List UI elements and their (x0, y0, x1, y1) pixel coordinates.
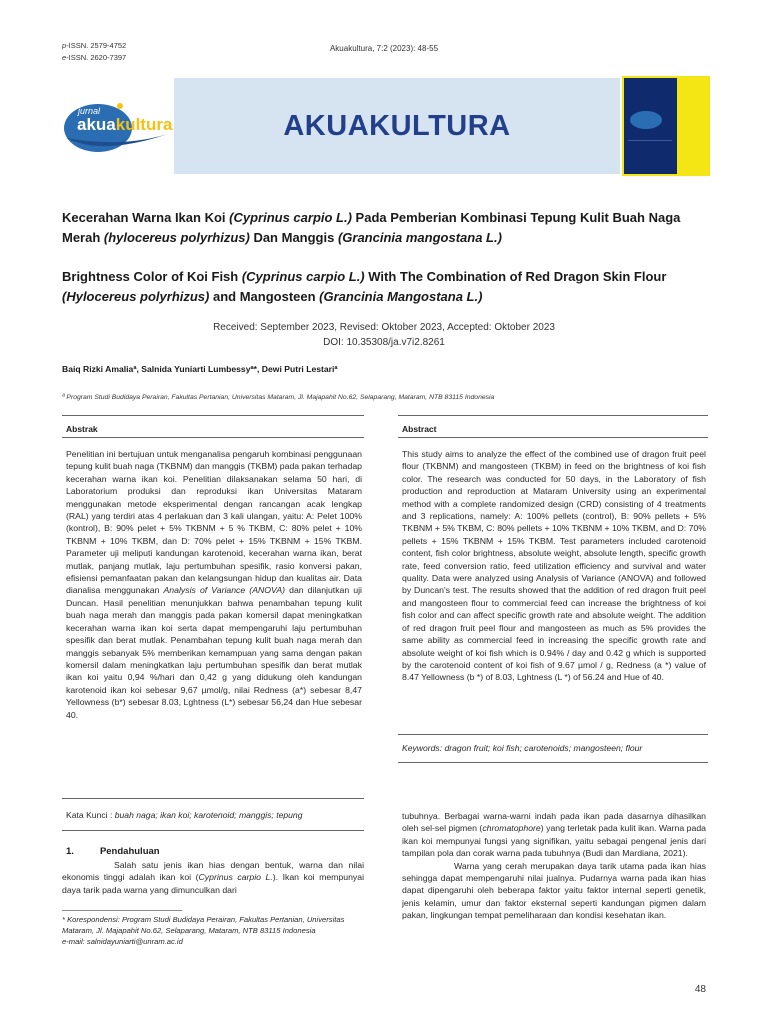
title-en-species: (Cyprinus carpio L.) (241, 269, 365, 284)
kata-kunci-label: Kata Kunci : (66, 810, 115, 820)
keywords (402, 742, 706, 754)
electronic-issn (62, 52, 126, 64)
title-id-part1: Kecerahan Warna Ikan Koi (62, 210, 230, 225)
right-body-text (402, 810, 706, 922)
abstract-label-rule (398, 437, 708, 438)
cover-panel (624, 78, 677, 174)
footnote-rule (62, 910, 182, 911)
title-en-species3: (Grancinia Mangostana L.) (319, 289, 483, 304)
received-dates: Received: September 2023, Revised: Oktober 2023, Accepted: Oktober 2023 (213, 322, 555, 333)
title-en-part3: With The Combination of Red Dragon Skin Flour (364, 269, 667, 284)
footnote-email[interactable]: e-mail: salnidayuniarti@unram.ac.id (62, 937, 183, 946)
article-dates (0, 320, 768, 350)
section-number: 1. (66, 846, 74, 857)
author-list: Baiq Rizki Amaliaª, Salnida Yuniarti Lumbessyª*, Dewi Putri Lestariª (62, 364, 338, 374)
abstract-top-rule (398, 415, 708, 416)
electronic-issn-label: e- (62, 53, 69, 62)
logo-small-text: jurnal (78, 106, 101, 116)
journal-banner (62, 76, 710, 176)
intro-text-species: Cyprinus carpio L. (198, 872, 273, 883)
title-indonesian (62, 208, 710, 248)
page-number: 48 (694, 984, 706, 995)
right-body-part1: tubuhnya. Berbagai warna-warni indah pada ikan pada dasarnya dihasilkan oleh sel-sel pigmen ( (402, 811, 706, 834)
title-id-species: (Cyprinus carpio L.) (229, 210, 352, 225)
journal-logo (62, 100, 174, 160)
right-body-part3: ) yang terletak pada kulit ikan. Warna pada ikan koi mempunyai fungsi yang signifikan, yaitu sebagai pengenal jenis dari tampilan pola dan corak warna pada tubuhnya (Budi dan Mardiana, 2021). (402, 823, 706, 859)
title-id-part3: Pada Pemberian Kombinasi Tepung Kulit Buah Naga Merah (62, 210, 681, 245)
keywords-text: Keywords: dragon fruit; koi fish; carotenoids; mangosteen; flour (402, 743, 643, 753)
title-en-species2: (Hylocereus polyrhizus) (62, 289, 210, 304)
abstrak-text-part1: Penelitian ini bertujuan untuk menganalisa pengaruh kombinasi penggunaan tepung kulit buah naga (TKBNM) dan manggis (TKBM) pada pakan terhadap kecerahan warna ikan koi. Penelitian dilaksanakan selama 50 hari, di Laboratorium produksi dan reproduksi ikan Universitas Mataram menggunakan metode eksperimental dengan rancangan acak lengkap (RAL) yang terdiri atas 4 perlakuan dan 3 kali ulangan, yaitu: A: Pelet 100% (kontrol), B: 90% pelet + 5% TKBNM + 5 % TKBM, C: 80% pelet + 10% TKBNM + 10% TKBM, dan D: 70% pelet + 15% TKBNM + 15% TKBM. Parameter uji meliputi kandungan karotenoid, kecerahan warna ikan, berat mutlak, panjang mutlak, laju pertumbuhan spesifik, rasio konversi pakan, efisiensi pemanfaatan pakan dan kelangsungan hidup dan kualitas air. Data dianalisa menggunakan (66, 449, 362, 596)
intro-text-part3: ). Ikan koi mempunyai daya tarik pada warna yang dimunculkan dari (62, 872, 365, 895)
intro-text-part1: Salah satu jenis ikan hias dengan bentuk, warna dan nilai ekonomis tinggi adalah ikan koi ( (62, 860, 364, 883)
keywords-rule (398, 762, 708, 763)
abstract-bottom-rule (398, 734, 708, 735)
cover-graphic-icon (624, 78, 677, 174)
abstrak-top-rule (62, 415, 364, 416)
print-issn-label: p- (62, 41, 69, 50)
banner-title: AKUAKULTURA (283, 110, 511, 142)
title-id-species2: (hylocereus polyrhizus) (103, 230, 250, 245)
section-heading-intro (66, 846, 160, 857)
title-en-part5: and Mangosteen (209, 289, 320, 304)
print-issn-value: ISSN. 2579-4752 (68, 41, 127, 50)
section-title: Pendahuluan (99, 846, 160, 857)
intro-paragraph (62, 859, 364, 896)
right-body-paragraph2 (402, 860, 706, 922)
title-english (62, 267, 710, 307)
footnote-text: * Korespondensi: Program Studi Budidaya Perairan, Fakultas Pertanian, Universitas Mataram, Jl. Majapahit No.62, Selaparang, Mataram, NTB 83115 Indonesia (62, 915, 345, 935)
title-id-species3: (Grancinia mangostana L.) (337, 230, 502, 245)
title-en-part1: Brightness Color of Koi Fish (62, 269, 242, 284)
abstrak-text-part3: dan dilanjutkan uji Duncan. Hasil penelitian menunjukkan bahwa penambahan tepung kulit buah naga merah dan manggis pada pakan komersil dapat meningkatkan kecerahan warna ikan koi serta dapat mempengaruhi laju pertumbuhan spesifik dan berat mutlak. Penambahan tepung kulit buah naga merah dan manggis sebanyak 5% memberikan kemampuan yang sama dengan pakan komersil dalam meningkatkan laju pertumbuhan spesifik dan berat mutlak ikan koi yaitu 0,94 %/hari dan 0,42 g yang didukung oleh kandungan karotenoid ikan koi sebesar 9,67 µmol/g, nilai Redness (a*) sebesar 8,47 Yellowness (b*) sebesar 8.03, Lghtness (L*) sebesar 56,24 dan Hue sebesar 40. (66, 585, 362, 720)
corresponding-footnote (62, 914, 362, 947)
doi-link[interactable]: DOI: 10.35308/ja.v7i2.8261 (323, 337, 445, 348)
abstrak-bottom-rule (62, 798, 364, 799)
kata-kunci-rule (62, 830, 364, 831)
right-body-chromatophore: chromatophore (482, 823, 541, 834)
abstrak-text (66, 448, 362, 721)
logo-part1: akua (77, 115, 116, 134)
journal-reference: Akuakultura, 7:2 (2023): 48-55 (329, 44, 439, 53)
kata-kunci (66, 809, 362, 821)
affiliation: ª Program Studi Budidaya Perairan, Fakultas Pertanian, Universitas Mataram, Jl. Majapahit No.62, Selaparang, Mataram, NTB 83115 Indonesia (62, 394, 495, 401)
kata-kunci-text: buah naga; ikan koi; karotenoid; manggis; tepung (114, 810, 303, 820)
abstrak-label-rule (62, 437, 364, 438)
logo-brand-text (77, 115, 172, 135)
abstrak-text-anova: Analysis of Variance (ANOVA) (163, 585, 286, 596)
right-body-p2-text: Warna yang cerah merupakan daya tarik utama pada ikan hias sehingga dapat mempengaruhi nilai jualnya. Pudarnya warna pada ikan hias dapat dipengaruhi oleh beberapa faktor yaitu faktor internal seperti genetik, jenis kelamin, umur dan faktor eksternal seperti kandungan pigmen dalam pakan, lingkungan tempat pemeliharaan dan kondisi kesehatan ikan. (402, 860, 706, 921)
journal-cover-thumbnail (622, 76, 710, 176)
logo-part2: kultura (115, 115, 173, 134)
electronic-issn-value: ISSN. 2620-7397 (68, 53, 127, 62)
abstract-label: Abstract (402, 424, 437, 434)
title-id-part5: Dan Manggis (249, 230, 338, 245)
abstrak-label: Abstrak (66, 424, 98, 434)
abstract-text: This study aims to analyze the effect of the combined use of dragon fruit peel flour (TKBNM) and mangosteen (TKBM) in feed on the brightness of koi fish color. The research was conducted for 50 days, in the Laboratory of fish production and reproduction at Mataram University using an experimental method with a complete randomized design (CRD) consisting of 4 treatments and 3 replications, namely: A: 100% pellets (control), B: 90% pellets + 5% TKBNM + 5% TKBM, C: 80% pellets + 10% TKBNM + 10% TKBM, and D: 70% pellets + 15% TKBNM + 15% TKBM. Test parameters included carotenoid content, fish color brightness, absolute weight, absolute length, specific growth rate, feed conversion ratio, feed utilization efficiency and survival and water quality. Data were analyzed using Analysis of Variance (ANOVA) and followed by Duncan's test. The results showed that the addition of red dragon fruit peel and mangosteen flour to commercial feed can increase the brightness of koi fish color and can affect specific growth rate and absolute weight. The addition of red dragon fruit peel flour and mangosteen as much as 5% provides the same ability as commercial feed in increasing the specific growth rate and absolute weight of koi fish which is 0.94% / day and 0.42 g which is supported by the carotenoid content of koi fish of 9.67 µmol / g, Redness (a *) value of 8.47 Yellowness (b *) of 8.03, Lghtness (L *) of 56.24 and Hue of 40. (402, 449, 706, 683)
